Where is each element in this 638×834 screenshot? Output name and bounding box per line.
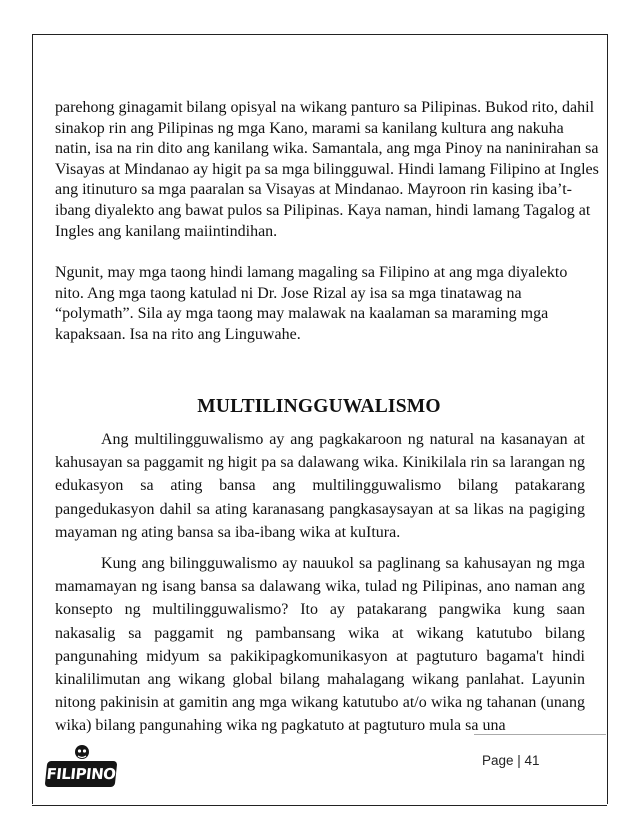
page-border-bottom — [32, 805, 607, 806]
body-paragraph-2: Kung ang bilingguwalismo ay nauukol sa paglinang sa kahusayan ng mga mamamayan ng isang bansa sa dalawang wika, tulad ng Pilipinas, ano naman ang konsepto ng multilingguwalismo? Ito ay patakarang pangwika kung saan nakasalig sa paggamit ng pambansang wika at wikang katutubo bilang pangunahing midyum sa pakikipagkomunikasyon at pagtuturo bagama't hindi kinalilimutan ang wikang global bilang mahalagang wikang panlahat. Layunin nitong pakinisin at gamitin ang mga wikang katutubo at/o wika ng tahanan (unang wika) bilang pangunahing wika ng pagkatuto at pagtuturo mula sa una — [55, 555, 585, 735]
section-heading: MULTILINGGUWALISMO — [197, 396, 441, 417]
logo-wordmark: FILIPINO — [45, 761, 118, 787]
body-paragraph-1: Ang multilingguwalismo ay ang pagkakaroon ng natural na kasanayan at kahusayan sa paggamit ng higit pa sa dalawang wika. Kinikilala rin sa larangan ng edukasyon sa ating bansa ang multilingguwalismo bilang patakarang pangedukasyon dahil sa ating karanasang pangkasaysayan at sa likas na pagiging mayaman ng ating bansa sa iba-ibang wika at kuItura. — [55, 431, 585, 541]
intro-section — [55, 98, 600, 367]
intro-paragraph-1: parehong ginagamit bilang opisyal na wikang panturo sa Pilipinas. Bukod rito, dahil sinakop rin ang Pilipinas ng mga Kano, marami sa kanilang kultura ang nakuha natin, isa na rin dito ang kanilang wika. Samantala, ang mga Pinoy na naninirahan sa Visayas at Mindanao ay higit pa sa mga bilingguwal. Hindi lamang Filipino at Ingles ang itinuturo sa mga paaralan sa Visayas at Mindanao. Mayroon rin kasing iba’t-ibang diyalekto ang bawat pulos sa Pilipinas. Kaya naman, hindi lamang Tagalog at Ingles ang kanilang maiintindihan. — [55, 99, 599, 240]
section-body — [55, 428, 585, 746]
page-number: Page | 41 — [482, 753, 540, 768]
intro-paragraph-2: Ngunit, may mga taong hindi lamang magaling sa Filipino at ang mga diyalekto nito. Ang mga taong katulad ni Dr. Jose Rizal ay isa sa mga tinatawag na “polymath”. Sila ay mga taong may malawak na kaalaman sa maraming mga kapaksaan. Isa na rito ang Linguwahe. — [55, 264, 568, 343]
filipino-logo — [46, 743, 116, 797]
footer-divider — [474, 734, 606, 735]
mascot-icon — [73, 743, 91, 763]
